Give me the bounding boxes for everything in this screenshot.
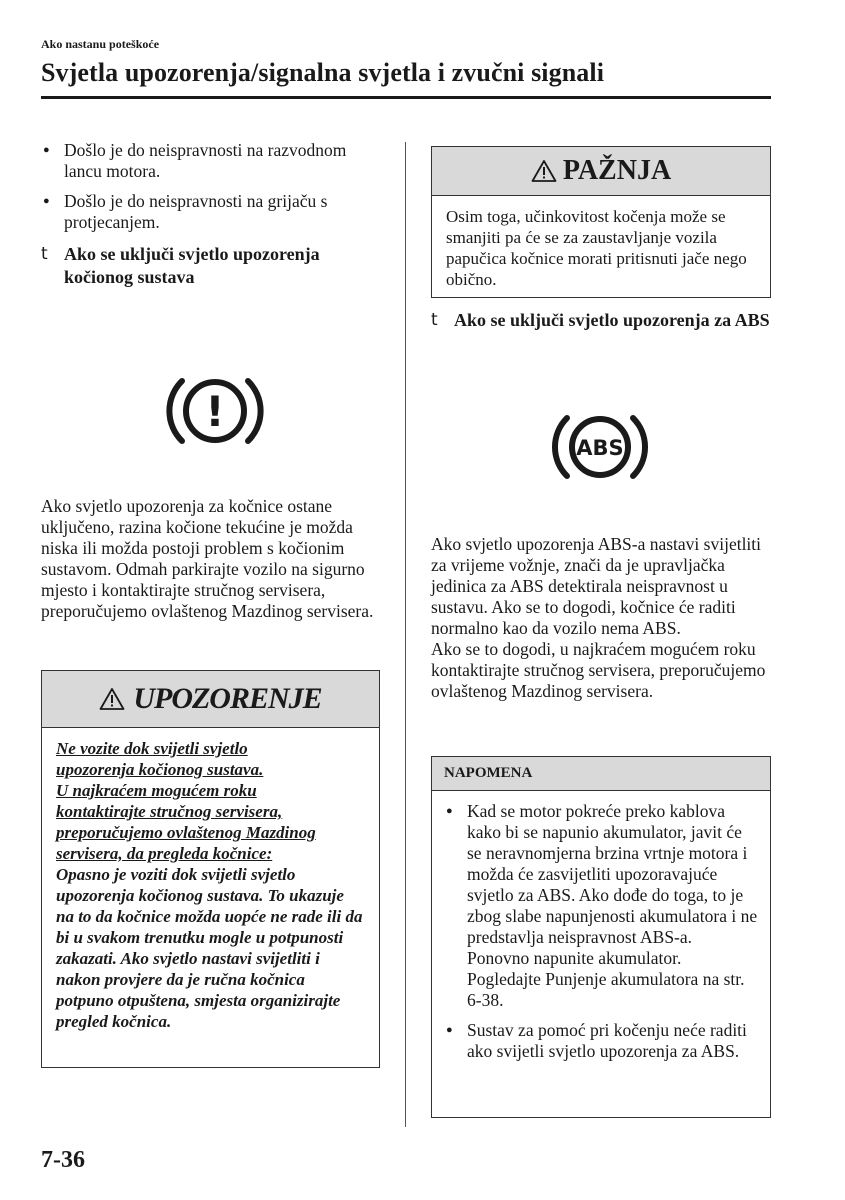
warning-underlined-line: servisera, da pregleda kočnice:: [56, 844, 273, 863]
heading-marker: t: [41, 244, 48, 264]
list-item: ● Sustav za pomoć pri kočenju neće raditi ako svijetli svjetlo upozorenja za ABS.: [444, 1020, 758, 1062]
caution-text: Osim toga, učinkovitost kočenja može se smanjiti pa će se za zaustavljanje vozila papučica kočnice morati pritisnuti jače nego obično.: [446, 207, 747, 289]
column-divider: [405, 142, 406, 1127]
warning-title: UPOZORENJE: [133, 682, 322, 715]
brake-icon-symbol: !: [205, 387, 225, 436]
list-item: ● Došlo je do neispravnosti na razvodnom lancu motora.: [41, 140, 381, 182]
abs-paragraph: Ako se to dogodi, u najkraćem mogućem roku kontaktirajte stručnog servisera, preporučujemo ovlaštenog Mazdinog servisera.: [431, 639, 766, 701]
warning-underlined-line: preporučujemo ovlaštenog Mazdinog: [56, 823, 316, 842]
note-title: NAPOMENA: [432, 757, 770, 791]
warning-header: [42, 671, 379, 728]
caution-box: [431, 146, 771, 298]
brake-warning-heading: [41, 243, 381, 289]
section-label: Ako nastanu poteškoće: [41, 37, 160, 51]
warning-text: Opasno je voziti dok svijetli svjetlo upozorenja kočionog sustava. To ukazuje na to da kočnice možda uopće ne rade ili da bi u svakom trenutku mogle u potpunosti zakazati. Ako svjetlo nastavi svijetliti i nakon provjere da je ručna kočnica potpuno otpuštena, smjesta organizirajte pregled kočnica.: [56, 865, 363, 1031]
list-item: ● Kad se motor pokreće preko kablova kako bi se napunio akumulator, javit će se neravnomjerna brzina vrtnje motora i možda će zasvijetliti upozoravajuće svjetlo za ABS. Ako dođe do toga, to je zbog slabe napunjenosti akumulatora i ne predstavlja neispravnost ABS-a. Ponovno napunite akumulator. Pogledajte Punjenje akumulatora na str. 6-38.: [444, 801, 758, 1011]
abs-warning-icon: [551, 410, 649, 484]
heading-marker: t: [431, 310, 438, 330]
note-bullet-list: [444, 801, 758, 1062]
caution-header: [432, 147, 770, 196]
list-item: ● Došlo je do neispravnosti na grijaču s protjecanjem.: [41, 191, 381, 233]
abs-warning-heading: [431, 309, 794, 332]
left-bullet-list: [41, 140, 381, 233]
page-number: 7-36: [41, 1147, 85, 1173]
warning-triangle-icon: [99, 687, 125, 711]
abs-icon-label: ABS: [576, 436, 624, 460]
abs-paragraph: Ako svjetlo upozorenja ABS-a nastavi svijetliti za vrijeme vožnje, znači da je upravljačka jedinica za ABS detektirala neispravnost u sustavu. Ako se to dogodi, kočnice će raditi normalno kao da vozilo nema ABS.: [431, 534, 762, 638]
warning-triangle-icon: [531, 159, 557, 183]
note-body: [432, 791, 770, 1079]
warning-underlined-line: kontaktirajte stručnog servisera,: [56, 802, 283, 821]
brake-warning-paragraph: Ako svjetlo upozorenja za kočnice ostane uključeno, razina kočione tekućine je možda niska ili možda postoji problem s kočionim sustavom. Odmah parkirajte vozilo na sigurno mjesto i kontaktirajte stručnog servisera, preporučujemo ovlaštenog Mazdinog servisera.: [41, 496, 374, 621]
brake-warning-icon: [165, 373, 265, 449]
warning-underlined-line: upozorenja kočionog sustava.: [56, 760, 264, 779]
abs-paragraphs: [431, 534, 771, 702]
warning-underlined-line: Ne vozite dok svijetli svjetlo: [56, 739, 248, 758]
page-title: Svjetla upozorenja/signalna svjetla i zvučni signali: [41, 58, 605, 87]
title-rule: [41, 96, 771, 99]
warning-body: [42, 728, 379, 1042]
warning-box: [41, 670, 380, 1068]
note-box: [431, 756, 771, 1118]
heading-text: Ako se uključi svjetlo upozorenja za ABS: [454, 310, 770, 330]
heading-text: Ako se uključi svjetlo upozorenja kočionog sustava: [64, 244, 320, 287]
caution-title: PAŽNJA: [562, 155, 672, 186]
left-column: [41, 140, 381, 289]
warning-underlined-line: U najkraćem mogućem roku: [56, 781, 257, 800]
